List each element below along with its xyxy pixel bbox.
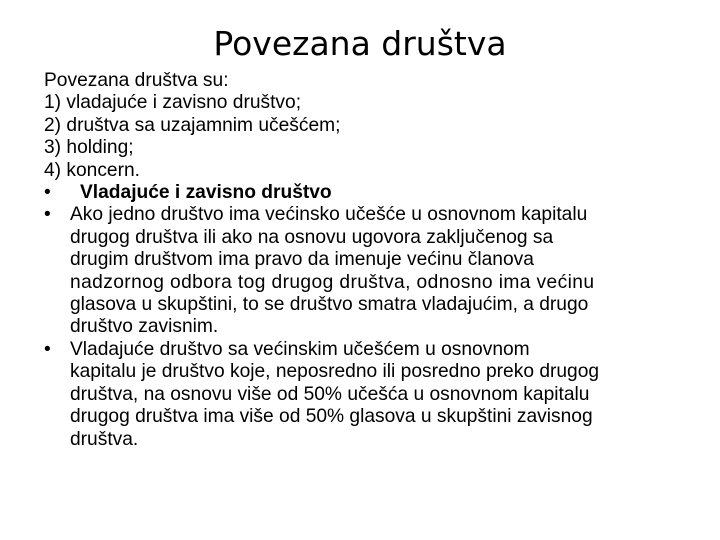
paragraph-line: nadzornog odbora tog drugog društva, odnosno ima većinu — [70, 271, 595, 293]
slide-title: Povezana društva — [213, 24, 507, 63]
paragraph-line: drugog društva ima više od 50% glasova u skupštini zavisnog — [70, 406, 593, 428]
bullet-paragraph — [44, 339, 694, 451]
intro-line: Povezana društva su: — [44, 70, 229, 91]
list-item: 4) koncern. — [44, 159, 140, 181]
bullet-heading-text: Vladajuće i zavisno društvo — [80, 182, 332, 204]
paragraph-line: društva. — [70, 428, 139, 450]
paragraph-line: drugog društva ili ako na osnovu ugovora zaključenog sa — [70, 226, 554, 248]
bullet-heading — [44, 182, 694, 204]
paragraph-line: društvo zavisnim. — [70, 316, 219, 338]
list-item: 1) vladajuće i zavisno društvo; — [44, 92, 302, 114]
bullet-icon: • — [44, 204, 51, 226]
bullet-icon: • — [44, 338, 51, 360]
paragraph-line: drugim društvom ima pravo da imenuje većinu članova — [70, 249, 534, 271]
list-item: 3) holding; — [44, 137, 134, 159]
paragraph-line: kapitalu je društvo koje, neposredno ili posredno preko drugog — [70, 361, 600, 383]
bullet-paragraph — [44, 204, 694, 338]
bullet-icon: • — [44, 182, 51, 204]
list-item: 2) društva sa uzajamnim učešćem; — [44, 114, 341, 136]
paragraph-line: društva, na osnovu više od 50% učešća u osnovnom kapitalu — [70, 383, 590, 405]
paragraph-line: glasova u skupštini, to se društvo smatra vladajućim, a drugo — [70, 294, 589, 316]
slide-content — [44, 70, 694, 451]
paragraph-line: Ako jedno društvo ima većinsko učešće u osnovnom kapitalu — [70, 204, 588, 226]
paragraph-line: Vladajuće društvo sa većinskim učešćem u osnovnom — [70, 338, 530, 360]
